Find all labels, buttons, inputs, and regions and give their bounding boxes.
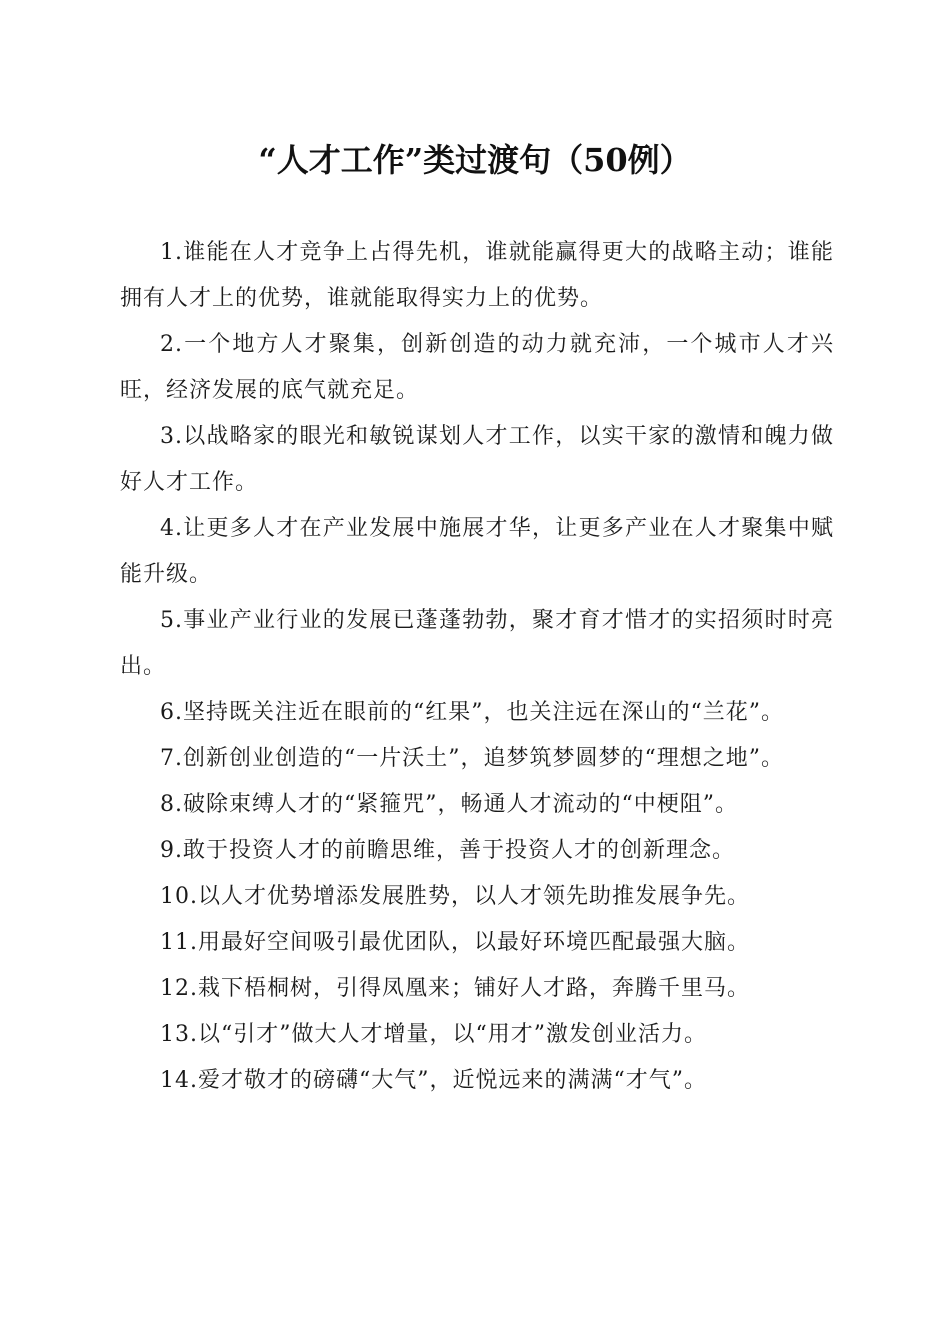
list-item: 7.创新创业创造的“一片沃土”，追梦筑梦圆梦的“理想之地”。 [160, 746, 784, 771]
list-item: 1.谁能在人才竞争上占得先机，谁就能赢得更大的战略主动；谁能拥有人才上的优势，谁就能取得实力上的优势。 [120, 240, 834, 311]
list-item: 10.以人才优势增添发展胜势，以人才领先助推发展争先。 [160, 884, 750, 909]
list-item: 3.以战略家的眼光和敏锐谋划人才工作，以实干家的激情和魄力做好人才工作。 [120, 424, 834, 495]
sentence-list [120, 230, 834, 1104]
list-item: 14.爱才敬才的磅礴“大气”，近悦远来的满满“才气”。 [160, 1068, 707, 1093]
list-item: 6.坚持既关注近在眼前的“红果”，也关注远在深山的“兰花”。 [160, 700, 784, 725]
list-item: 13.以“引才”做大人才增量，以“用才”激发创业活力。 [160, 1022, 707, 1047]
list-item: 11.用最好空间吸引最优团队，以最好环境匹配最强大脑。 [160, 930, 750, 955]
list-item: 8.破除束缚人才的“紧箍咒”，畅通人才流动的“中梗阻”。 [160, 792, 738, 817]
list-item: 2.一个地方人才聚集，创新创造的动力就充沛，一个城市人才兴旺，经济发展的底气就充足。 [120, 332, 834, 403]
list-item: 12.栽下梧桐树，引得凤凰来；铺好人才路，奔腾千里马。 [160, 976, 750, 1001]
list-item: 4.让更多人才在产业发展中施展才华，让更多产业在人才聚集中赋能升级。 [120, 516, 834, 587]
page-title: “人才工作”类过渡句（50例） [258, 141, 692, 179]
list-item: 5.事业产业行业的发展已蓬蓬勃勃，聚才育才惜才的实招须时时亮出。 [120, 608, 834, 679]
list-item: 9.敢于投资人才的前瞻思维，善于投资人才的创新理念。 [160, 838, 735, 863]
